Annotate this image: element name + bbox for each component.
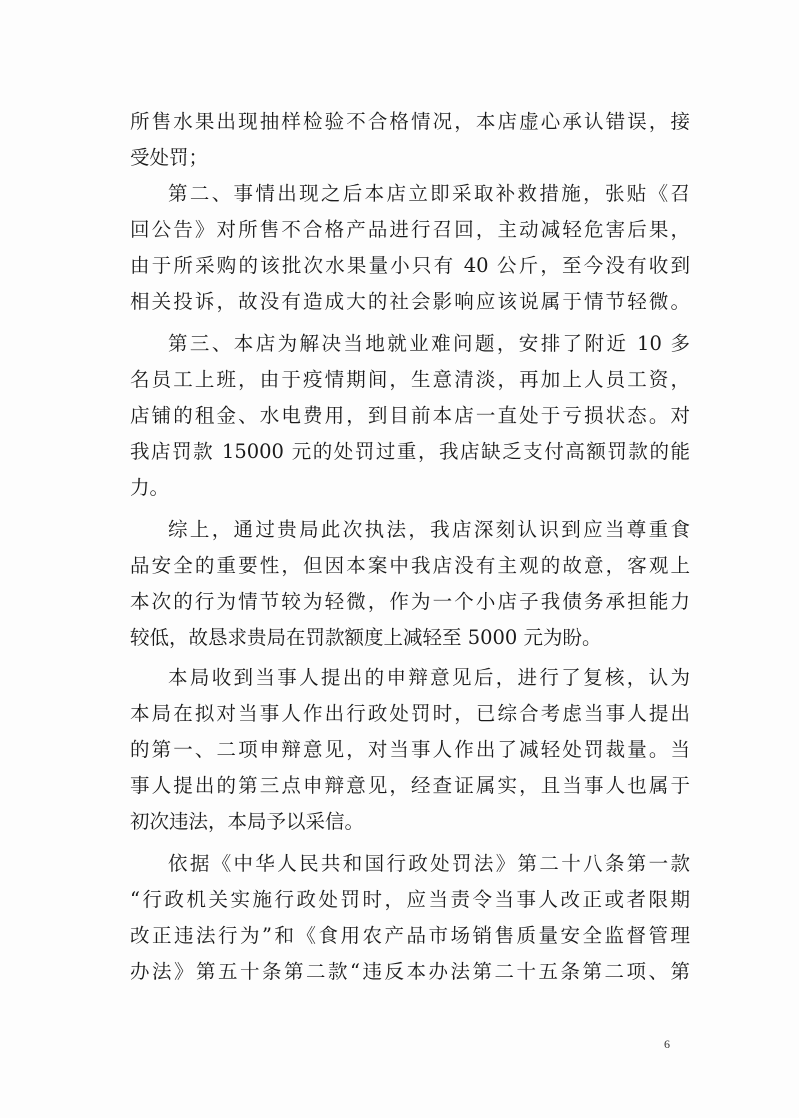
- text-line-5: 由于所采购的该批次水果量小只有 40 公斤，至今没有收到: [130, 254, 690, 277]
- text-line-22: “行政机关实施行政处罚时，应当责令当事人改正或者限期: [130, 888, 690, 911]
- text-line-14: 本次的行为情节较为轻微，作为一个小店子我债务承担能力: [130, 590, 690, 613]
- text-line-8: 名员工上班，由于疫情期间，生意清淡，再加上人员工资，: [130, 368, 690, 391]
- text-line-12: 综上，通过贵局此次执法，我店深刻认识到应当尊重食: [168, 518, 690, 541]
- text-line-4: 回公告》对所售不合格产品进行召回，主动减轻危害后果，: [130, 218, 690, 241]
- text-line-16: 本局收到当事人提出的申辩意见后，进行了复核，认为: [168, 666, 690, 689]
- text-line-2: 受处罚；: [130, 146, 209, 169]
- text-line-20: 初次违法，本局予以采信。: [130, 810, 365, 833]
- text-line-19: 事人提出的第三点申辩意见，经查证属实，且当事人也属于: [130, 774, 690, 797]
- page-number: 6: [664, 1037, 670, 1051]
- text-line-17: 本局在拟对当事人作出行政处罚时，已综合考虑当事人提出: [130, 702, 690, 725]
- text-line-13: 品安全的重要性，但因本案中我店没有主观的故意，客观上: [130, 554, 690, 577]
- text-line-21: 依据《中华人民共和国行政处罚法》第二十八条第一款: [168, 852, 690, 875]
- text-line-24: 办法》第五十条第二款“违反本办法第二十五条第二项、第: [130, 960, 690, 983]
- text-line-9: 店铺的租金、水电费用，到目前本店一直处于亏损状态。对: [130, 404, 690, 427]
- text-line-6: 相关投诉，故没有造成大的社会影响应该说属于情节轻微。: [130, 290, 690, 313]
- text-line-23: 改正违法行为”和《食用农产品市场销售质量安全监督管理: [130, 924, 690, 947]
- text-line-7: 第三、本店为解决当地就业难问题，安排了附近 10 多: [168, 332, 690, 355]
- text-line-15: 较低，故恳求贵局在罚款额度上减轻至 5000 元为盼。: [130, 626, 602, 649]
- text-line-10: 我店罚款 15000 元的处罚过重，我店缺乏支付高额罚款的能: [130, 440, 690, 463]
- text-line-3: 第二、事情出现之后本店立即采取补救措施，张贴《召: [168, 182, 690, 205]
- text-line-1: 所售水果出现抽样检验不合格情况，本店虚心承认错误，接: [130, 110, 690, 133]
- text-line-18: 的第一、二项申辩意见，对当事人作出了减轻处罚裁量。当: [130, 738, 690, 761]
- text-line-11: 力。: [130, 476, 170, 499]
